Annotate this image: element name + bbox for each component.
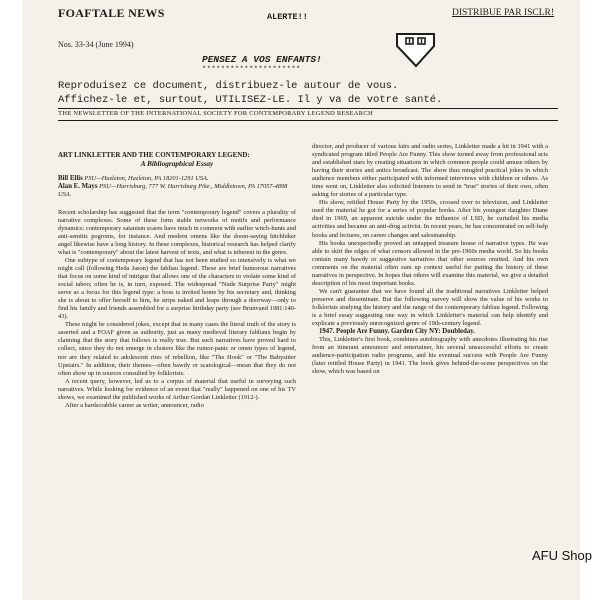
asterisk-underline: *********************: [202, 66, 301, 74]
author-2-affiliation: PSU—Harrisburg, 777 W. Harrisburg Pike., Middletown, PA 17057-4898 USA.: [58, 182, 288, 198]
header-rule-bottom: [58, 120, 558, 121]
article-left-column: [58, 151, 296, 410]
newsletter-title: FOAFTALE NEWS: [58, 6, 165, 20]
article-right-column: [312, 143, 548, 376]
paragraph: These might be considered jokes, except that in many cases the literal truth of the story is asserted and a FOAF given as authority, just as many medieval literary fabliaux begin by claiming that the story that follows is really true. But such narratives have proved hard to collect, since they do not emerge in clusters like the rumor-panic or omen types of legend, nor are they related to adolescent rites of rebellion, like "The Hook" or "The Babysitter Upstairs." In addition, their themes—often bawdy or scatological—mean that they do not often show up in sources consulted by folklorists.: [58, 321, 296, 377]
poster-hand-icon: [394, 30, 438, 70]
newsletter-page: [22, 0, 580, 600]
author-block: [58, 175, 296, 199]
issue-number: Nos. 33-34 (June 1994): [58, 40, 134, 49]
paragraph: After a hardscrabble career as writer, announcer, radio: [65, 401, 204, 409]
shop-watermark: AFU Shop: [532, 548, 592, 563]
author-1-affiliation: PSU—Hazleton, Hazleton, PA 18201-1291 USA.: [84, 174, 209, 182]
reproduction-notice: [58, 80, 442, 107]
paragraph: This, Linkletter's first book, combines autobiography with anecdotes illustrating his rise from an itinerant announcer and entertainer, his several unsuccessful efforts to create audience-participation radio programs, and his eventual success with People Are Funny (later retitled House Party) in 1941. The book gives behind-the-scene perspectives on the show, which was based on: [312, 336, 548, 376]
society-banner: THE NEWSLETTER OF THE INTERNATIONAL SOCIETY FOR CONTEMPORARY LEGEND RESEARCH: [58, 110, 373, 117]
paragraph: Recent scholarship has suggested that the term "contemporary legend" covers a plurality of narrative complexes. Some of these form stable networks of motifs and performance dynamics: contemporary satanism scares have much in common with earlier witch-hunts and anti-semitic pogroms, for instance. And modern omens like the doom-saying hitchhiker angel likewise have a long history. In these complexes, historical research has helped clarify what is "contemporary" about the latest harvest of texts, and what is inherent in the genre.: [58, 208, 296, 256]
paragraph: We can't guarantee that we have found all the traditional narratives Linkletter helped preserve and disseminate. But the following survey will show the value of his works to folklorists studying the history and the range of the contemporary fabliau legend. Following is a brief essay suggesting one way in which Linkletter's material can help identify and explicate a previously unrecognized genre of 19th-century legend.: [312, 287, 548, 328]
author-2-name: Alan E. Mays: [58, 182, 98, 190]
distribution-note: DISTRIBUE PAR ISCLR!: [452, 8, 555, 18]
reproduction-line-1: Reproduisez ce document, distribuez-le autour de vous.: [58, 80, 399, 92]
article-title: ART LINKLETTER AND THE CONTEMPORARY LEGEND:: [58, 151, 250, 159]
author-1-name: Bill Ellis: [58, 174, 83, 182]
paragraph: A recent query, however, led us to a corpus of material that useful in surveying such narratives. While looking for evidence of an event that "really" happened on one of his TV shows, we examined the published works of Arthur Gordan Linkletter (1912-).: [58, 377, 296, 401]
bibliography-entry-heading: 1947. People Are Funny. Garden City NY: Doubleday.: [319, 328, 475, 336]
pensez-heading: PENSEZ A VOS ENFANTS!: [202, 54, 322, 65]
header-rule-top: [58, 108, 558, 109]
paragraph: His show, retitled House Party by the 1950s, crossed over to television, and Linkletter used the material he got for a series of popular books. After his youngest daughter Diane died in 1969, an apparent suicide under the influence of LSD, he curtailed his media activities and became an anti-drug activist. In recent years, he has concentrated on self-help books and lectures, on career changes and salesmanship.: [312, 199, 548, 239]
article-subtitle: A Bibliographical Essay: [140, 158, 214, 168]
paragraph: One subtype of contemporary legend that has not been studied so intensively is what we might call (following Heda Jason) the fabliau legend. These are brief humorous narratives that focus on some kind of intrigue that allows one of the characters to violate some kind of social taboo; often he is, in turn, exposed. The widespread "Nude Surprise Party" might serve as a focus for this legend type: a boss is invited home by his secretary and, thinking she is about to offer herself to him, he strips naked and leaps through a doorway—only to find his family and friends assembled for a surprise birthday party (see Brunvand 1981:140-43).: [58, 256, 296, 321]
reproduction-line-2: Affichez-le et, surtout, UTILISEZ-LE. Il y va de votre santé.: [58, 93, 443, 106]
alert-heading: ALERTE!!: [267, 12, 308, 22]
paragraph: His books unexpectedly proved an untapped treasure house of narrative types. He was able to skirt the edges of what censors allowed in the pre-1960s media world. So his books contain many bawdy or suggestive narratives that other sources omitted. And his own comments on the material often sum up context useful for putting the history of these narratives in perspective. In hopes that others will examine this material, we give a detailed description of his most important books.: [312, 239, 548, 287]
paragraph: director, and producer of various fairs and radio series, Linkletter made a hit in 1941 with a syndicated program titled People Are Funny. This show turned away from professional acts and established stars by creating situations in which common people could amuse others by having their stories and antics broadcast. The show thus mingled practical jokes in which audience members either participated with informed interviews with children or others. As time went on, Linkletter also solicited listeners to send in "true" stories of their own, often asking for stories of a particular type.: [312, 143, 548, 199]
